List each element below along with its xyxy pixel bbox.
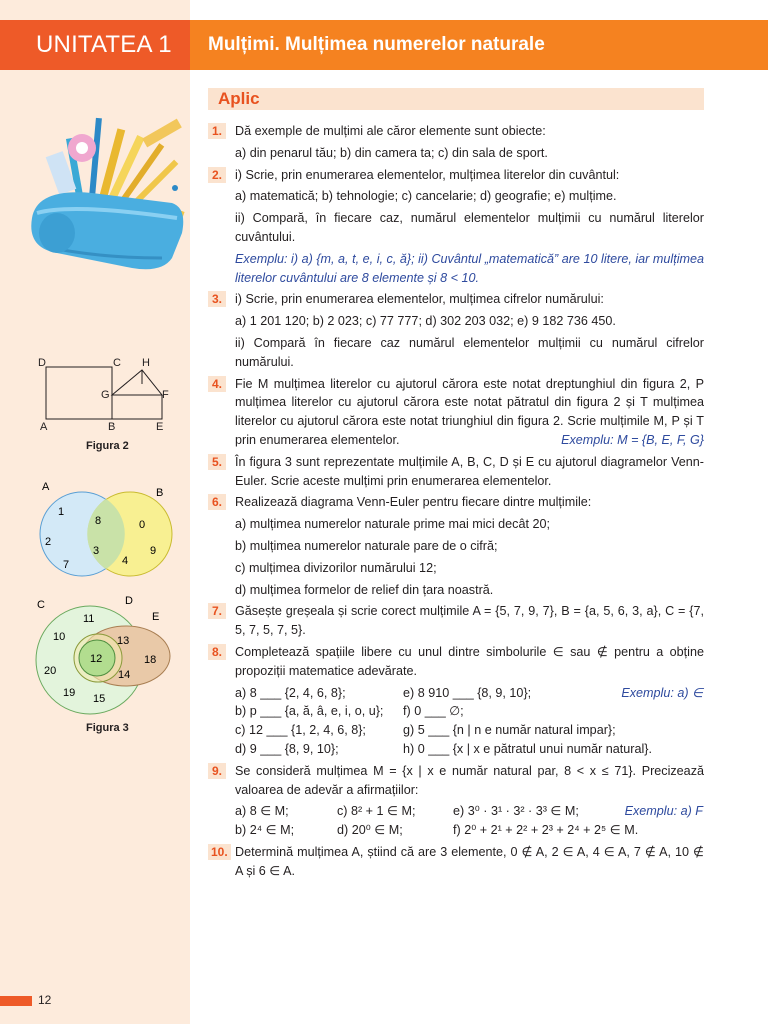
venn2-14: 14 <box>118 669 131 681</box>
exercise-example: Exemplu: a) ∈ <box>621 685 703 700</box>
venn1-4: 4 <box>122 555 129 567</box>
venn2-15: 15 <box>93 693 106 705</box>
exercise-subitems: a) matematică; b) tehnologie; c) cancelarie; d) geografie; e) mulțime. <box>235 189 617 204</box>
venn2-label-E: E <box>152 611 160 623</box>
pencil-case-image <box>31 118 184 269</box>
fig2-point-D: D <box>38 357 46 369</box>
venn2-10: 10 <box>53 631 66 643</box>
venn2-19: 19 <box>63 687 76 699</box>
exercise-subitems: a) 1 201 120; b) 2 023; c) 77 777; d) 302 203 032; e) 9 182 736 450. <box>235 314 616 329</box>
exercise-text: i) Scrie, prin enumerarea elementelor, mulțimea cifrelor numărului: <box>235 292 604 307</box>
figure-3-caption: Figura 3 <box>86 722 129 734</box>
venn1-0: 0 <box>139 519 146 531</box>
exercise-subitems: a) din penarul tău; b) din camera ta; c) din sala de sport. <box>235 145 548 160</box>
venn1-label-A: A <box>42 481 50 493</box>
fig2-point-A: A <box>40 421 48 433</box>
exercise-text: În figura 3 sunt reprezentate mulțimile A, B, C, D și E cu ajutorul diagramelor Venn-Euler. Scrie aceste mulțimi prin enumerarea elementelor. <box>235 454 704 488</box>
exercise-6 <box>208 493 704 599</box>
exercise-item: a) 8 ∈ M; <box>235 804 289 819</box>
venn-diagram-cde <box>30 592 180 722</box>
exercise-2 <box>208 166 704 288</box>
fig2-point-F: F <box>162 389 169 401</box>
exercise-number: 10. <box>208 844 231 860</box>
exercise-3 <box>208 290 704 371</box>
venn2-label-D: D <box>125 595 133 607</box>
exercise-item: b) p ___ {a, ă, â, e, i, o, u}; <box>235 704 384 719</box>
exercise-number: 4. <box>208 376 226 392</box>
venn1-1: 1 <box>58 506 65 518</box>
exercise-number: 1. <box>208 123 226 139</box>
exercise-item: e) 8 910 ___ {8, 9, 10}; <box>403 685 532 700</box>
exercise-number: 6. <box>208 494 226 510</box>
venn1-7: 7 <box>63 559 70 571</box>
section-heading: Aplic <box>208 88 704 110</box>
exercise-item: e) 3⁰ · 3¹ · 3² · 3³ ∈ M; <box>453 804 579 819</box>
venn-diagram-ab <box>30 478 180 588</box>
exercise-number: 7. <box>208 603 226 619</box>
exercise-text: i) Scrie, prin enumerarea elementelor, mulțimea literelor din cuvântul: <box>235 167 620 182</box>
venn2-11: 11 <box>83 613 95 625</box>
exercise-item: a) mulțimea numerelor naturale prime mai mici decât 20; <box>235 517 550 532</box>
venn2-18: 18 <box>144 654 157 666</box>
exercise-1 <box>208 122 704 163</box>
figure-2 <box>34 352 184 442</box>
exercise-text: Completează spațiile libere cu unul dintre simbolurile ∈ sau ∉ pentru a obține propoziții matematice adevărate. <box>235 644 704 678</box>
exercise-text-body: Fie M mulțimea literelor cu ajutorul cărora este notat dreptunghiul din figura 2, P mulțimea literelor cu ajutorul cărora este notat pătratul din figura 2 și T mulțimea literelor cu ajutorul cărora este notat triunghiul din figura 2. Scrie mulțimile M, P și T prin enumerarea elementelor. <box>235 376 704 447</box>
exercise-item: f) 2⁰ + 2¹ + 2² + 2³ + 2⁴ + 2⁵ ∈ M. <box>453 823 639 838</box>
page-number: 12 <box>38 993 52 1007</box>
exercise-number: 5. <box>208 454 226 470</box>
chapter-title: Mulțimi. Mulțimea numerelor naturale <box>190 20 768 70</box>
fig2-point-E: E <box>156 421 164 433</box>
exercise-number: 2. <box>208 167 226 183</box>
fig2-point-G: G <box>101 389 110 401</box>
exercise-text: Se consideră mulțimea M = {x | x e număr natural par, 8 < x ≤ 71}. Precizează valoarea de adevăr a afirmațiilor: <box>235 763 704 797</box>
exercise-10 <box>208 843 704 881</box>
venn1-8: 8 <box>95 515 102 527</box>
venn2-12: 12 <box>90 653 103 665</box>
venn1-9: 9 <box>150 545 157 557</box>
exercise-text: Realizează diagrama Venn-Euler pentru fiecare dintre mulțimile: <box>235 495 592 510</box>
unit-badge: UNITATEA 1 <box>0 20 200 70</box>
exercise-5 <box>208 453 704 491</box>
figure-2-caption: Figura 2 <box>86 440 129 452</box>
exercise-list <box>208 122 704 883</box>
venn1-2: 2 <box>45 536 52 548</box>
exercise-text <box>235 375 704 450</box>
exercise-part-ii: ii) Compară în fiecare caz numărul elementelor mulțimii cu numărul cifrelor numărului. <box>235 335 704 369</box>
venn2-13: 13 <box>117 635 130 647</box>
exercise-example: Exemplu: M = {B, E, F, G} <box>561 432 704 447</box>
venn2-label-C: C <box>37 599 45 611</box>
venn1-label-B: B <box>156 487 164 499</box>
exercise-8 <box>208 643 704 759</box>
exercise-item: h) 0 ___ {x | x e pătratul unui număr natural}. <box>403 741 653 756</box>
exercise-item: f) 0 ___ ∅; <box>403 704 464 719</box>
exercise-item: d) mulțimea formelor de relief din țara noastră. <box>235 582 494 597</box>
exercise-item: c) 8² + 1 ∈ M; <box>337 804 416 819</box>
exercise-item: c) mulțimea divizorilor numărului 12; <box>235 560 437 575</box>
exercise-text: Determină mulțimea A, știind că are 3 elemente, 0 ∉ A, 2 ∈ A, 4 ∈ A, 7 ∉ A, 10 ∉ A și 6 ∈ A. <box>235 844 704 878</box>
exercise-row <box>235 721 704 740</box>
exercise-example: Exemplu: i) a) {m, a, t, e, i, c, ă}; ii) Cuvântul „matematică” are 10 litere, iar mulțimea literelor cuvântului are 8 elemente și 8 < 10. <box>235 251 704 285</box>
exercise-item: d) 20⁰ ∈ M; <box>337 823 403 838</box>
exercise-example: Exemplu: a) F <box>624 804 703 819</box>
exercise-part-ii: ii) Compară, în fiecare caz, numărul elementelor mulțimii cu numărul literelor cuvântului. <box>235 211 704 244</box>
exercise-9 <box>208 762 704 840</box>
exercise-item: c) 12 ___ {1, 2, 4, 6, 8}; <box>235 723 366 738</box>
exercise-text: Dă exemple de mulțimi ale căror elemente sunt obiecte: <box>235 124 546 138</box>
exercise-row <box>235 802 704 821</box>
venn2-20: 20 <box>44 665 57 677</box>
fig2-point-B: B <box>108 421 116 433</box>
fig2-point-C: C <box>113 357 121 369</box>
exercise-row <box>235 740 704 759</box>
fig2-point-H: H <box>142 357 150 369</box>
exercise-text: Găsește greșeala și scrie corect mulțimile A = {5, 7, 9, 7}, B = {a, 5, 6, 3, a}, C = {7, 5, 7, 5, 7, 5}. <box>235 604 704 638</box>
exercise-row <box>235 684 704 703</box>
exercise-number: 8. <box>208 644 226 660</box>
exercise-7 <box>208 602 704 640</box>
exercise-item: d) 9 ___ {8, 9, 10}; <box>235 741 339 756</box>
exercise-item: g) 5 ___ {n | n e număr natural impar}; <box>403 723 616 738</box>
exercise-row <box>235 702 704 721</box>
exercise-row <box>235 821 704 840</box>
exercise-item: a) 8 ___ {2, 4, 6, 8}; <box>235 685 346 700</box>
footer-accent-bar <box>0 996 32 1006</box>
exercise-4 <box>208 375 704 450</box>
pencil-case-illustration <box>12 108 212 278</box>
exercise-number: 9. <box>208 763 226 779</box>
exercise-item: b) 2⁴ ∈ M; <box>235 823 295 838</box>
exercise-number: 3. <box>208 291 226 307</box>
venn1-3: 3 <box>93 545 100 557</box>
exercise-item: b) mulțimea numerelor naturale pare de o cifră; <box>235 538 498 553</box>
